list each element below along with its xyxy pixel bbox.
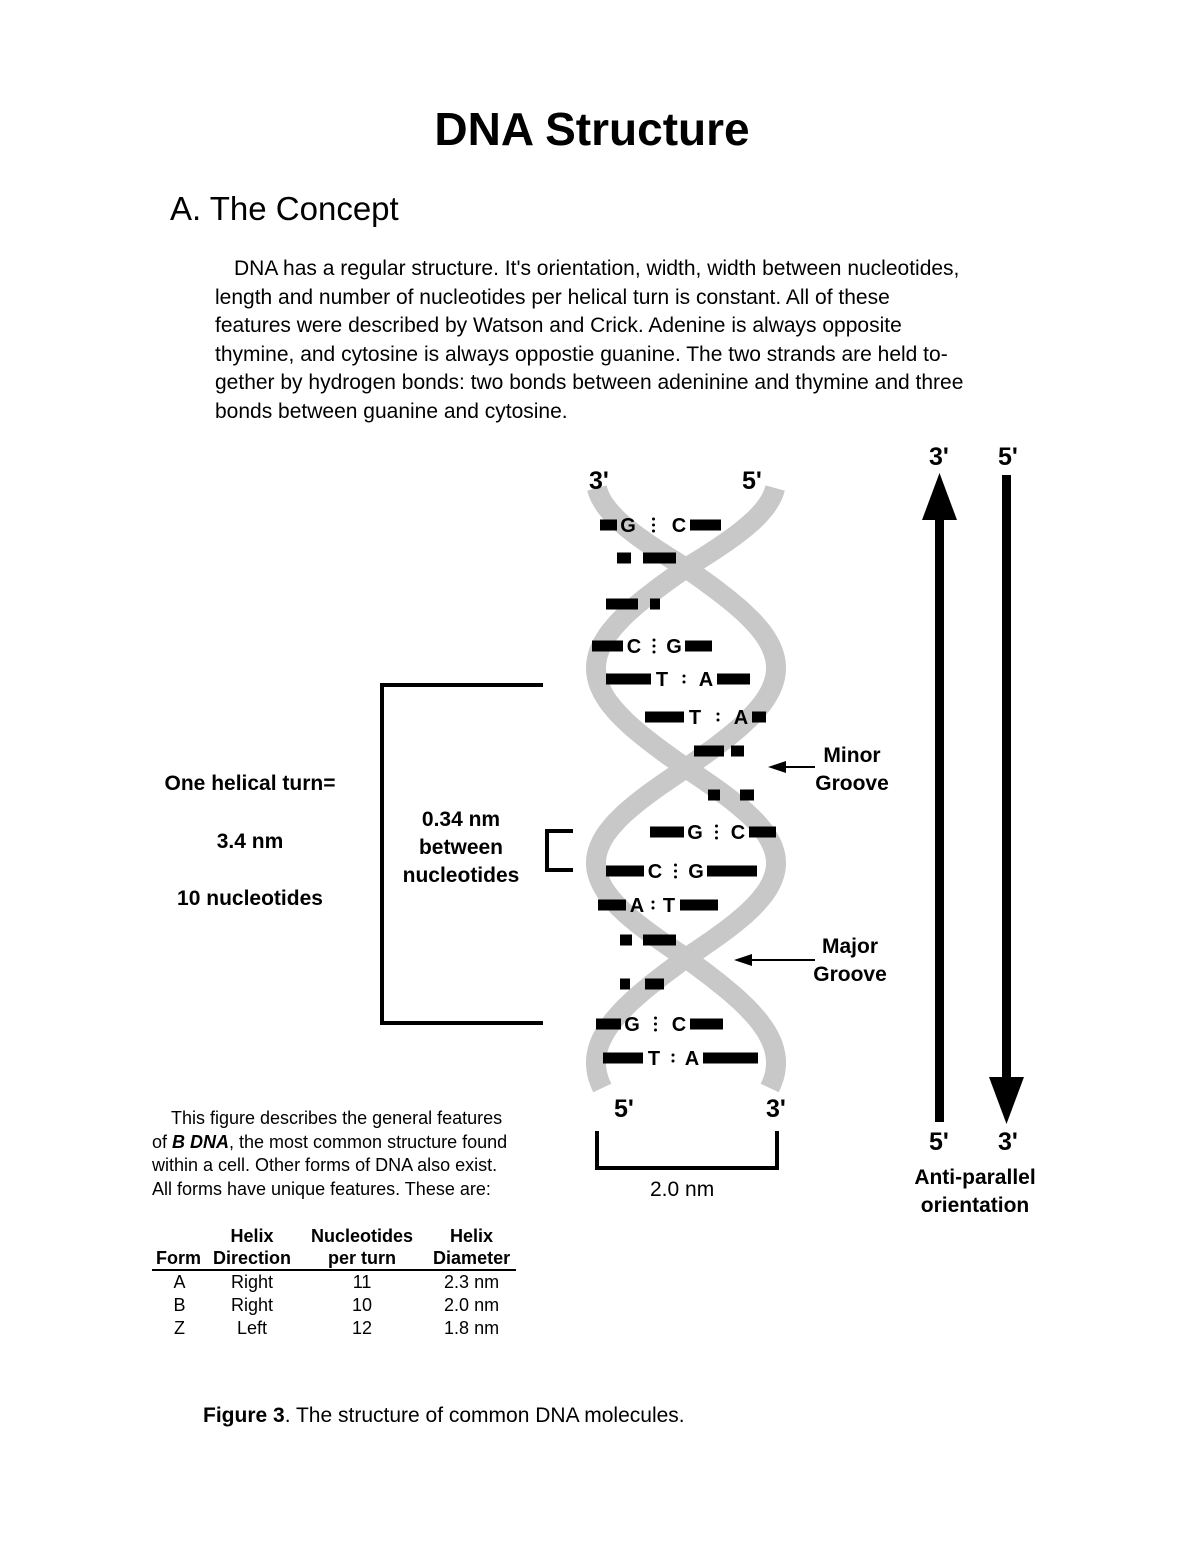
hydrogen-bond-dot xyxy=(672,1054,675,1057)
page-title: DNA Structure xyxy=(434,103,750,155)
figure-description xyxy=(152,1107,552,1201)
base-pair-bar-right xyxy=(650,599,660,610)
strand-up-arrow xyxy=(922,473,957,1122)
bdna-term: B DNA xyxy=(172,1131,230,1152)
cell-diameter: 2.0 nm xyxy=(444,1295,500,1315)
base-right: G xyxy=(688,861,704,883)
base-pair-bar-right xyxy=(645,979,664,990)
base-pair-bar-right xyxy=(740,790,754,801)
caption-line: This figure describes the general features xyxy=(171,1108,503,1128)
base-pair-bar-left xyxy=(620,979,630,990)
minor-groove-label-line2: Groove xyxy=(815,772,889,795)
base-pair-bar-left xyxy=(603,1053,643,1064)
helical-turn-length: 3.4 nm xyxy=(216,830,284,853)
intro-line: thymine, and cytosine is always oppostie guanine. The two strands are held to- xyxy=(215,342,948,366)
hydrogen-bond-dot xyxy=(654,1029,657,1032)
base-pair-bar-left xyxy=(645,712,684,723)
base-right: C xyxy=(671,1014,687,1036)
cell-diameter: 1.8 nm xyxy=(444,1318,500,1338)
cell-per-turn: 10 xyxy=(352,1295,373,1315)
hydrogen-bond-dot xyxy=(652,907,655,910)
helix-top-left-end: 3' xyxy=(589,467,609,495)
intro-line: gether by hydrogen bonds: two bonds between adeninine and thymine and three xyxy=(215,371,964,394)
helix-width-bracket xyxy=(597,1131,777,1168)
helical-turn-line1: One helical turn= xyxy=(164,772,336,795)
base-left: C xyxy=(647,861,663,883)
cell-form: B xyxy=(173,1295,186,1315)
hydrogen-bond-dot xyxy=(683,681,686,684)
hydrogen-bond-dot xyxy=(674,864,677,867)
base-left: T xyxy=(647,1048,661,1070)
hydrogen-bond-dot xyxy=(717,713,720,716)
spacing-line2: between xyxy=(418,836,504,859)
cell-per-turn: 11 xyxy=(352,1272,372,1292)
base-pair-bar-right xyxy=(749,827,776,838)
table-row xyxy=(152,1317,516,1340)
base-pair-bar-right xyxy=(707,866,757,877)
hydrogen-bond-dot xyxy=(672,1060,675,1063)
hydrogen-bond-dot xyxy=(654,1017,657,1020)
base-right: A xyxy=(733,707,749,729)
base-left: T xyxy=(655,669,669,691)
helix-top-right-end: 5' xyxy=(742,467,762,495)
major-groove-label-line1: Major xyxy=(821,935,878,958)
base-pair-bar-left xyxy=(606,674,651,685)
base-pair-bar-right xyxy=(752,712,766,723)
base-pair-bar-left xyxy=(592,641,623,652)
base-pair-bar-right xyxy=(731,746,744,757)
helix-bottom-left-end: 5' xyxy=(614,1095,634,1123)
base-pair-bar-left xyxy=(650,827,684,838)
hydrogen-bond-dot xyxy=(715,837,718,840)
base-pair-bar-left xyxy=(617,553,631,564)
base-right: C xyxy=(730,822,746,844)
hydrogen-bond-dot xyxy=(652,901,655,904)
helix-strands xyxy=(596,488,776,1088)
caption-line xyxy=(152,1131,552,1155)
base-left: A xyxy=(629,895,645,917)
base-pair-bar-left xyxy=(606,866,644,877)
base-right: A xyxy=(698,669,714,691)
spacing-line3: nucleotides xyxy=(402,864,520,887)
spacing-line1: 0.34 nm xyxy=(421,808,501,831)
antiparallel-down-bottom: 3' xyxy=(998,1128,1018,1156)
hydrogen-bond-dot xyxy=(653,651,656,654)
base-pair-rungs xyxy=(592,520,776,1064)
base-right: C xyxy=(671,515,687,537)
cell-direction: Right xyxy=(230,1272,274,1292)
minor-groove-label-line1: Minor xyxy=(823,744,881,767)
helix-bottom-right-end: 3' xyxy=(766,1095,786,1123)
caption-line: All forms have unique features. These are: xyxy=(152,1178,491,1199)
base-pair-bar-left xyxy=(596,1019,621,1030)
antiparallel-down-top: 5' xyxy=(998,443,1018,471)
cell-form: Z xyxy=(174,1318,185,1338)
base-left: G xyxy=(624,1014,640,1036)
base-left: T xyxy=(688,707,702,729)
table-row xyxy=(152,1270,516,1294)
hydrogen-bond-dot xyxy=(652,524,655,527)
base-pair-bar-left xyxy=(708,790,720,801)
helical-turn-nucleotides: 10 nucleotides xyxy=(177,887,323,910)
hydrogen-bond-dot xyxy=(652,530,655,533)
base-pair-bar-left xyxy=(694,746,724,757)
base-pair-bar-left xyxy=(598,900,626,911)
antiparallel-up-bottom: 5' xyxy=(929,1128,949,1156)
hydrogen-bond-dot xyxy=(654,1023,657,1026)
base-pair-bar-right xyxy=(643,935,676,946)
hydrogen-bond-dot xyxy=(674,876,677,879)
figure-number: Figure 3 xyxy=(203,1404,285,1427)
base-pair-bar-right xyxy=(717,674,750,685)
caption-line: within a cell. Other forms of DNA also exist. xyxy=(152,1155,498,1175)
antiparallel-up-top: 3' xyxy=(929,443,949,471)
base-pair-bar-right xyxy=(680,900,718,911)
hydrogen-bond-dot xyxy=(715,831,718,834)
base-pair-bar-right xyxy=(643,553,676,564)
cell-direction: Right xyxy=(230,1295,274,1315)
dna-forms-table xyxy=(152,1225,516,1340)
header-per-turn: Nucleotides per turn xyxy=(297,1225,427,1270)
hydrogen-bond-dot xyxy=(653,639,656,642)
hydrogen-bond-dot xyxy=(683,675,686,678)
antiparallel-label-line1: Anti-parallel xyxy=(914,1166,1036,1189)
table-row xyxy=(152,1294,516,1317)
strand-down-arrow xyxy=(989,475,1024,1124)
intro-line: length and number of nucleotides per helical turn is constant. All of these xyxy=(215,285,890,309)
hydrogen-bond-dot xyxy=(674,870,677,873)
figure-caption-text: . The structure of common DNA molecules. xyxy=(284,1404,685,1427)
intro-line: DNA has a regular structure. It's orientation, width, width between nucleotides, xyxy=(234,257,960,280)
helix-width-label: 2.0 nm xyxy=(650,1178,715,1201)
hydrogen-bond-dot xyxy=(717,719,720,722)
header-form: Form xyxy=(152,1225,207,1270)
cell-form: A xyxy=(173,1272,186,1292)
hydrogen-bond-dot xyxy=(715,825,718,828)
base-left: G xyxy=(687,822,703,844)
nucleotide-spacing-bracket xyxy=(547,831,573,870)
base-pair-bar-left xyxy=(620,935,632,946)
cell-per-turn: 12 xyxy=(352,1318,373,1338)
section-heading: A. The Concept xyxy=(170,190,399,227)
base-pair-bar-right xyxy=(685,641,712,652)
table-header-row xyxy=(152,1225,516,1270)
caption-text: , the most common structure found xyxy=(229,1131,508,1152)
base-pair-bar-left xyxy=(606,599,638,610)
intro-line: bonds between guanine and cytosine. xyxy=(215,399,568,423)
base-right: T xyxy=(662,895,676,917)
caption-text: of xyxy=(152,1131,173,1152)
figure-caption xyxy=(203,1404,685,1428)
base-left: C xyxy=(626,636,642,658)
base-pair-bar-right xyxy=(690,520,721,531)
intro-line: features were described by Watson and Crick. Adenine is always opposite xyxy=(215,314,902,337)
hydrogen-bond-dot xyxy=(653,645,656,648)
base-pair-bar-left xyxy=(600,520,617,531)
major-groove-label-line2: Groove xyxy=(813,963,887,986)
header-direction: Helix Direction xyxy=(207,1225,297,1270)
antiparallel-label-line2: orientation xyxy=(920,1194,1030,1217)
cell-diameter: 2.3 nm xyxy=(444,1272,500,1292)
base-pair-bar-right xyxy=(690,1019,723,1030)
cell-direction: Left xyxy=(236,1318,268,1338)
base-pair-bar-right xyxy=(703,1053,758,1064)
base-right: G xyxy=(666,636,682,658)
header-diameter: Helix Diameter xyxy=(427,1225,516,1270)
hydrogen-bond-dot xyxy=(652,518,655,521)
base-left: G xyxy=(620,515,636,537)
base-right: A xyxy=(684,1048,700,1070)
